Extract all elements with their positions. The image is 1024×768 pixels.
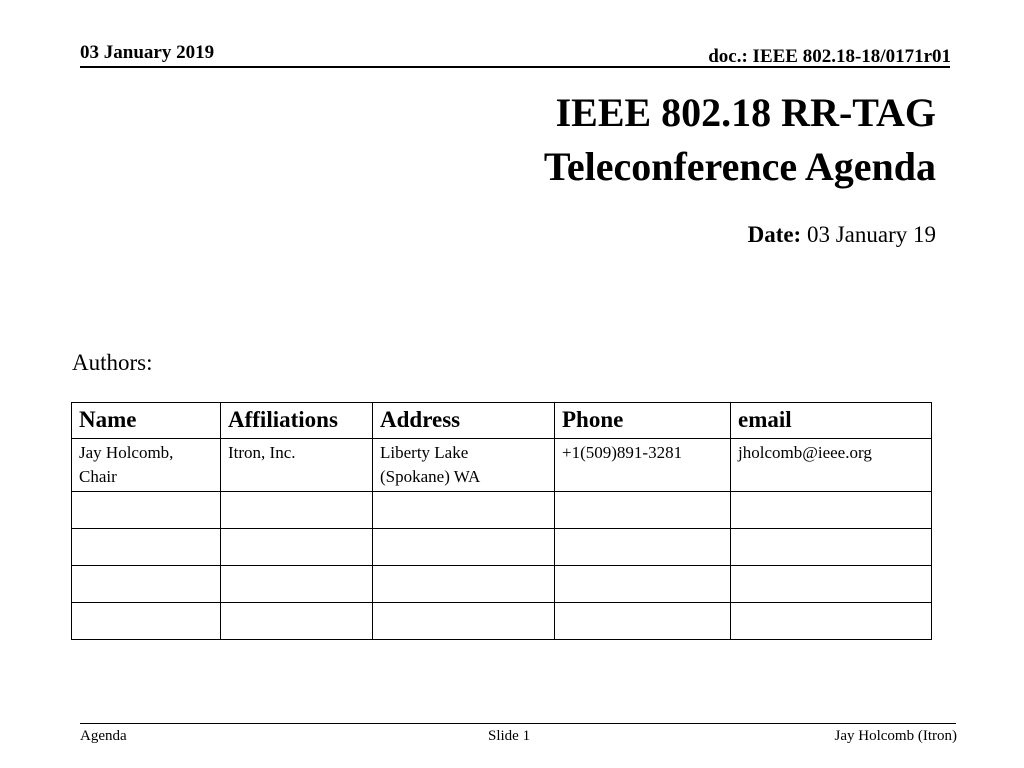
header-date: 03 January 2019 [80,42,215,63]
footer-divider [80,723,956,724]
authors-label: Authors: [72,350,153,375]
empty-cell [373,529,555,566]
address-line-1: Liberty Lake [380,443,469,462]
header-doc-id: doc.: IEEE 802.18-18/0171r01 [708,46,951,67]
empty-cell [221,529,373,566]
table-row-empty [72,603,932,640]
column-header-name: Name [72,403,221,439]
table-row-empty [72,492,932,529]
date-line [748,222,936,248]
empty-cell [72,529,221,566]
table-header-row [72,403,932,439]
empty-cell [373,566,555,603]
title-line-2: Teleconference Agenda [543,144,936,189]
empty-cell [555,529,731,566]
cell-email: jholcomb@ieee.org [731,439,932,492]
footer-left-label: Agenda [80,728,127,744]
empty-cell [373,492,555,529]
empty-cell [555,566,731,603]
empty-cell [72,492,221,529]
title-line-1: IEEE 802.18 RR-TAG [555,90,936,135]
name-line-2: Chair [79,467,117,486]
empty-cell [731,566,932,603]
empty-cell [555,492,731,529]
date-value: 03 January 19 [806,222,936,247]
authors-table [71,402,932,640]
empty-cell [72,603,221,640]
column-header-address: Address [373,403,555,439]
empty-cell [221,566,373,603]
empty-cell [373,603,555,640]
empty-cell [731,603,932,640]
cell-address [373,439,555,492]
slide-title [236,86,936,194]
footer-author: Jay Holcomb (Itron) [834,728,957,744]
column-header-phone: Phone [555,403,731,439]
name-line-1: Jay Holcomb, [79,443,174,462]
empty-cell [221,492,373,529]
cell-affiliation: Itron, Inc. [221,439,373,492]
header-divider [80,66,950,68]
empty-cell [731,529,932,566]
empty-cell [555,603,731,640]
empty-cell [72,566,221,603]
table-row-empty [72,529,932,566]
cell-phone: +1(509)891-3281 [555,439,731,492]
cell-name [72,439,221,492]
column-header-affiliations: Affiliations [221,403,373,439]
date-label: Date: [747,222,802,247]
table-row-empty [72,566,932,603]
empty-cell [221,603,373,640]
column-header-email: email [731,403,932,439]
empty-cell [731,492,932,529]
address-line-2: (Spokane) WA [380,467,481,486]
footer-slide-number: Slide 1 [488,728,531,744]
table-row [72,439,932,492]
